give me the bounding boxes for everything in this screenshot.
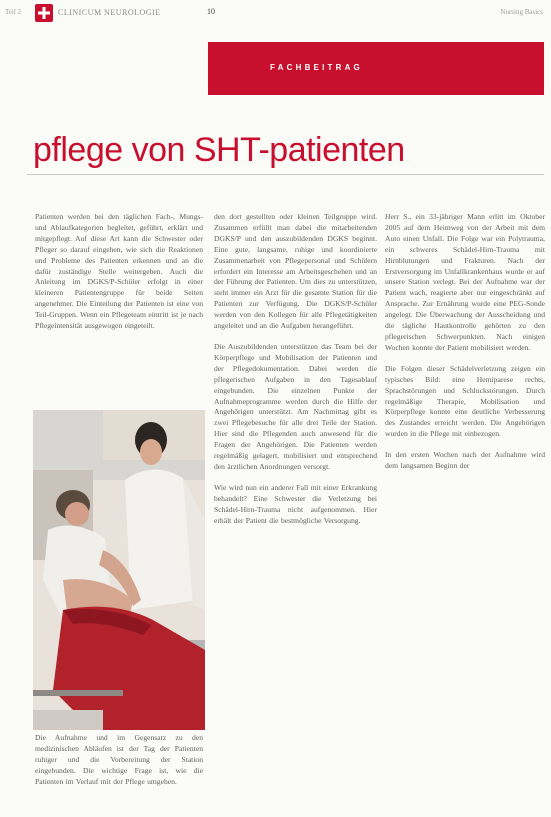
caption-text: Die Aufnahme und im Gegensatz zu den medizinischen Abläufen ist der Tag der Patienten ruhiger und die Vorbereitung der Station eingebunden. Die wichtige Frage ist, wie die Patienten im Verlauf mit der Pflege umgehen. [35,733,203,786]
title-divider [27,174,544,175]
paragraph: Herr S., ein 33-jähriger Mann erlitt im Oktober 2005 auf dem Heimweg von der Arbeit mit dem Auto einen Unfall. Die Folge war ein Polytrauma, ein schweres Schädel-Hirn-Trauma mit Hirnblutungen und Frakturen. Nach der Erstversorgung im Unfallkrankenhaus wurde er auf unsere Station verlegt. Bei der Aufnahme war der Patient wach, reagierte aber nur eingeschränkt auf Ansprache. Zur Ernährung wurde eine PEG-Sonde angelegt. Die Überwachung der Ausscheidung und die tägliche Hautkontrolle gehörten zu den pflegerischen Schwerpunkten. Nach einigen Wochen konnte der Patient mobilisiert werden. [385,212,545,352]
page-number: 10 [207,7,215,16]
text-column-1 [35,212,203,402]
paragraph: In den ersten Wochen nach der Aufnahme wird dem langsamen Beginn der [385,450,545,471]
cross-logo-icon [35,4,53,22]
text-column-2 [214,212,377,802]
header-left-tag: Teil 2 [5,8,22,16]
paragraph: Die Folgen dieser Schädelverletzung zeigen ein typisches Bild: eine Hemiparese rechts, Sprachstörungen und Schluckstörungen. Durch regelmäßige Therapie, Mobilisation und Körperpflege konnte eine deutliche Verbesserung des Zustandes erreicht werden. Die Angehörigen wurden in die Pflege mit einbezogen. [385,363,545,439]
paragraph: Die Auszubildenden unterstützen das Team bei der Körperpflege und Mobilisation der Patienten und der Pflegedokumentation. Dabei werden die pflegerischen Aufgaben in den Tagesablauf eingebunden. Die einzelnen Punkte der Aufnahmeprogramme werden durch die Hilfe der Angehörigen unterstützt. Am Nachmittag gibt es zwei Pflegebesuche für alle drei Teile der Station. Hier sind die Pflegenden auch anwesend für die Fragen der Angehörigen. Die Patienten werden regelmäßig gelagert, mobilisiert und entsprechend den ärztlichen Anordnungen versorgt. [214,341,377,471]
page-header [0,0,551,30]
photo-caption [35,733,203,808]
section-band [208,42,544,95]
paragraph: Patienten werden bei den täglichen Fach-, Mungs- und Ablaufkategorien begleitet, geführt, erklärt und mitgepflegt. Auf diese Art kann die Schwester oder Pfleger so darauf eingehen, wie sich die Reaktionen und Probleme des Patienten erkennen und an die dafür zuständige Stelle weitergeben. Auch die Anleitung im DGKS/P-Schüler erfolgt in einer kleineren Patientengruppe für beide Seiten angenehmer. Die Einteilung der Patienten ist eine von Teil-Gruppen. Wenn ein Pflegeteam eintritt ist je nach Pflegeintensität ausgewogen eingeteilt. [35,212,203,331]
article-title: pflege von SHT-patienten [33,131,405,169]
header-brand: CLINICUM NEUROLOGIE [58,8,161,17]
paragraph: Wie wird nun ein anderer Fall mit einer Erkrankung behandelt? Eine Schwester die Verletzung bei Schädel-Hirn-Trauma nicht aufgenommen. Hier erhält der Patient die bestmögliche Versorgung. [214,482,377,525]
section-label: FACHBEITRAG [270,63,363,72]
header-right-tag: Nursing Basics [500,8,543,16]
photo-nurse-patient-icon [33,410,205,730]
text-column-3 [385,212,545,802]
paragraph: den dort gestellten oder kleinen Teilgruppe wird. Zusammen erfüllt man dabei die mitarbeitenden DGKS/P und den auszubildenden DGKS beginnt. Eine gute, langsame, ruhige und koordinierte Zusammenarbeit von Pflegepersonal und Schülern erfordert ein Interesse am Arbeitsgeschehen und an der Führung der Patienten. Um dies zu unterstützen, steht immer ein Arzt für die gesamte Station für die Patienten zur Verfügung. Die DGKS/P-Schüler werden von den Kollegen für alle Pflegetätigkeiten angeleitet und an die Aufgaben herangeführt. [214,212,377,331]
